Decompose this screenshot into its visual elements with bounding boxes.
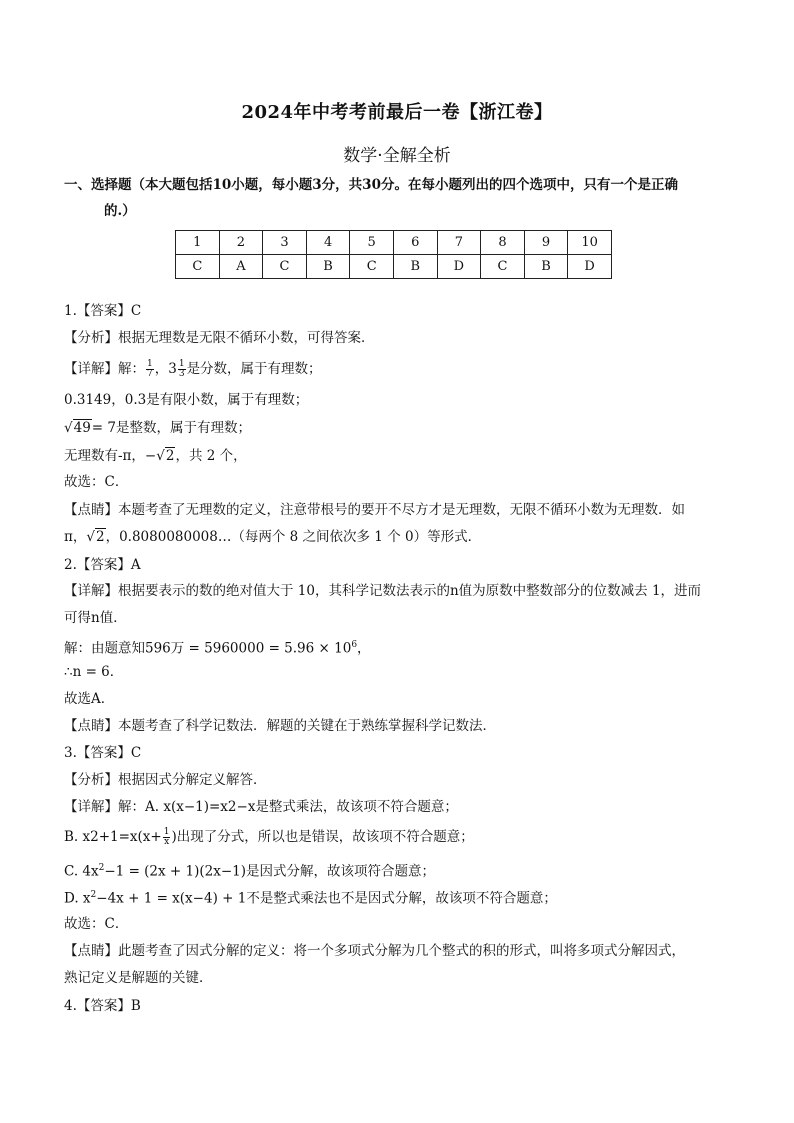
question-number-cell: 2 (219, 231, 263, 255)
q1-analysis: 【分析】根据无理数是无限不循环小数，可得答案． (64, 330, 375, 346)
q3-detail-d-prefix: D. x (64, 890, 91, 907)
sqrt-2: √2 (86, 529, 105, 545)
answer-table-answer-row (176, 255, 612, 279)
q1-point-line2 (64, 527, 481, 547)
fraction-one-seventh (146, 360, 154, 379)
q4-answer: 4.【答案】B (64, 998, 141, 1014)
q1-detail-prefix: 【详解】解： (64, 361, 145, 377)
radicand: 2 (165, 448, 175, 464)
question-number-cell: 10 (568, 231, 612, 255)
q3-choice: 故选：C． (64, 916, 129, 932)
answer-cell: D (437, 255, 481, 279)
q2-answer: 2.【答案】A (64, 557, 141, 573)
sqrt-2: √2 (156, 448, 175, 464)
q2-solve-end: ， (357, 640, 371, 657)
q3-detail-c-suffix: −1 = (2x + 1)(2x−1)是因式分解，故该项符合题意； (104, 863, 436, 880)
answer-cell: B (393, 255, 437, 279)
fraction-denominator: 7 (147, 369, 153, 379)
answer-cell: B (306, 255, 350, 279)
mixed-number-whole: 3 (168, 361, 177, 377)
q3-detail-b (64, 827, 474, 847)
fraction-denominator: x (164, 837, 170, 847)
answer-cell: A (219, 255, 263, 279)
answer-cell: D (568, 255, 612, 279)
q2-choice: 故选A． (64, 691, 115, 707)
exponent: 2 (90, 890, 97, 900)
exponent: 6 (351, 640, 358, 650)
q1-line4-prefix: 无理数有-π，− (64, 448, 157, 464)
q1-line2: 0.3149，0.3是有限小数，属于有理数； (64, 392, 309, 408)
question-number-cell: 3 (263, 231, 307, 255)
q1-line4 (64, 446, 247, 466)
answer-table (175, 230, 612, 279)
q3-point-line1: 【点睛】此题考查了因式分解的定义：将一个多项式分解为几个整式的积的形式，叫将多项式分解因式， (64, 943, 685, 959)
page-title: 2024年中考考前最后一卷【浙江卷】 (241, 102, 553, 123)
answer-table-number-row (176, 231, 612, 255)
q3-detail-b-suffix: )出现了分式，所以也是错误，故该项不符合题意； (171, 829, 474, 845)
q1-point2-prefix: π， (64, 529, 87, 545)
section-heading-line1: 一、选择题（本大题包括10小题，每小题3分，共30分。在每小题列出的四个选项中，只有一个是正确 (64, 177, 678, 193)
question-number-cell: 6 (393, 231, 437, 255)
fraction-one-third (178, 360, 186, 379)
q1-line4-suffix: ，共 2 个， (175, 448, 247, 464)
q3-detail-a: 【详解】解：A. x(x−1)=x2−x是整式乘法，故该项不符合题意； (64, 799, 458, 815)
exponent: 2 (98, 863, 105, 873)
fraction-numerator: 1 (178, 359, 185, 369)
question-number-cell: 8 (481, 231, 525, 255)
q3-detail-c (64, 858, 435, 882)
radicand: 49 (73, 420, 91, 436)
q1-point2-suffix: ，0.8080080008…（每两个 8 之间依次多 1 个 0）等形式． (105, 529, 482, 545)
section-heading (64, 172, 734, 224)
q1-detail: 【详解】解： $\frac{1}{7}$ ，3 $\frac{1}{3}$ 是分数，属于有理数； (64, 359, 322, 379)
fraction-one-over-x (163, 828, 171, 847)
q1-point-line1: 【点睛】本题考查了无理数的定义，注意带根号的要开不尽方才是无理数，无限不循环小数为无理数．如 (64, 502, 685, 518)
q2-solve-text: 解：由题意知596万 = 5960000 = 5.96 × 10 (64, 640, 352, 657)
answer-cell: C (263, 255, 307, 279)
q1-choice: 故选：C． (64, 474, 129, 490)
question-number-cell: 9 (524, 231, 568, 255)
answer-cell: C (350, 255, 394, 279)
question-number-cell: 5 (350, 231, 394, 255)
answer-cell: B (524, 255, 568, 279)
q2-therefore: ∴n = 6． (64, 664, 124, 680)
q3-detail-d-suffix: −4x + 1 = x(x−4) + 1不是整式乘法也不是因式分解，故该项不符合题意； (96, 890, 557, 907)
q3-analysis: 【分析】根据因式分解定义解答． (64, 772, 267, 788)
q3-detail-c-prefix: C. 4x (64, 863, 99, 880)
section-heading-line2: 的.） (104, 203, 136, 219)
fraction-numerator: 1 (163, 827, 170, 837)
answer-cell: C (176, 255, 220, 279)
question-number-cell: 7 (437, 231, 481, 255)
page-subtitle: 数学·全解全析 (343, 146, 451, 166)
q2-point: 【点睛】本题考查了科学记数法．解题的关键在于熟练掌握科学记数法． (64, 718, 496, 734)
q1-answer: 1.【答案】C (64, 303, 142, 319)
q3-detail-d (64, 885, 557, 909)
question-number-cell: 1 (176, 231, 220, 255)
q1-line3-suffix: = 7是整数，属于有理数； (91, 420, 251, 436)
q2-detail-line2: 可得n值． (64, 610, 127, 626)
q1-line3 (64, 418, 251, 438)
sqrt-49: √49 (64, 420, 91, 436)
q2-solve (64, 635, 371, 659)
question-number-cell: 4 (306, 231, 350, 255)
q1-detail-suffix: 是分数，属于有理数； (186, 361, 322, 377)
radicand: 2 (95, 529, 105, 545)
answer-cell: C (481, 255, 525, 279)
fraction-numerator: 1 (147, 359, 153, 369)
q3-answer: 3.【答案】C (64, 745, 142, 761)
q3-point-line2: 熟记定义是解题的关键． (64, 970, 213, 986)
q3-detail-b-prefix: B. x2+1=x(x+ (64, 829, 162, 845)
q2-detail-line1: 【详解】根据要表示的数的绝对值大于 10，其科学记数法表示的n值为原数中整数部分的位数减去 1，进而 (64, 583, 702, 599)
fraction-denominator: 3 (178, 369, 185, 379)
